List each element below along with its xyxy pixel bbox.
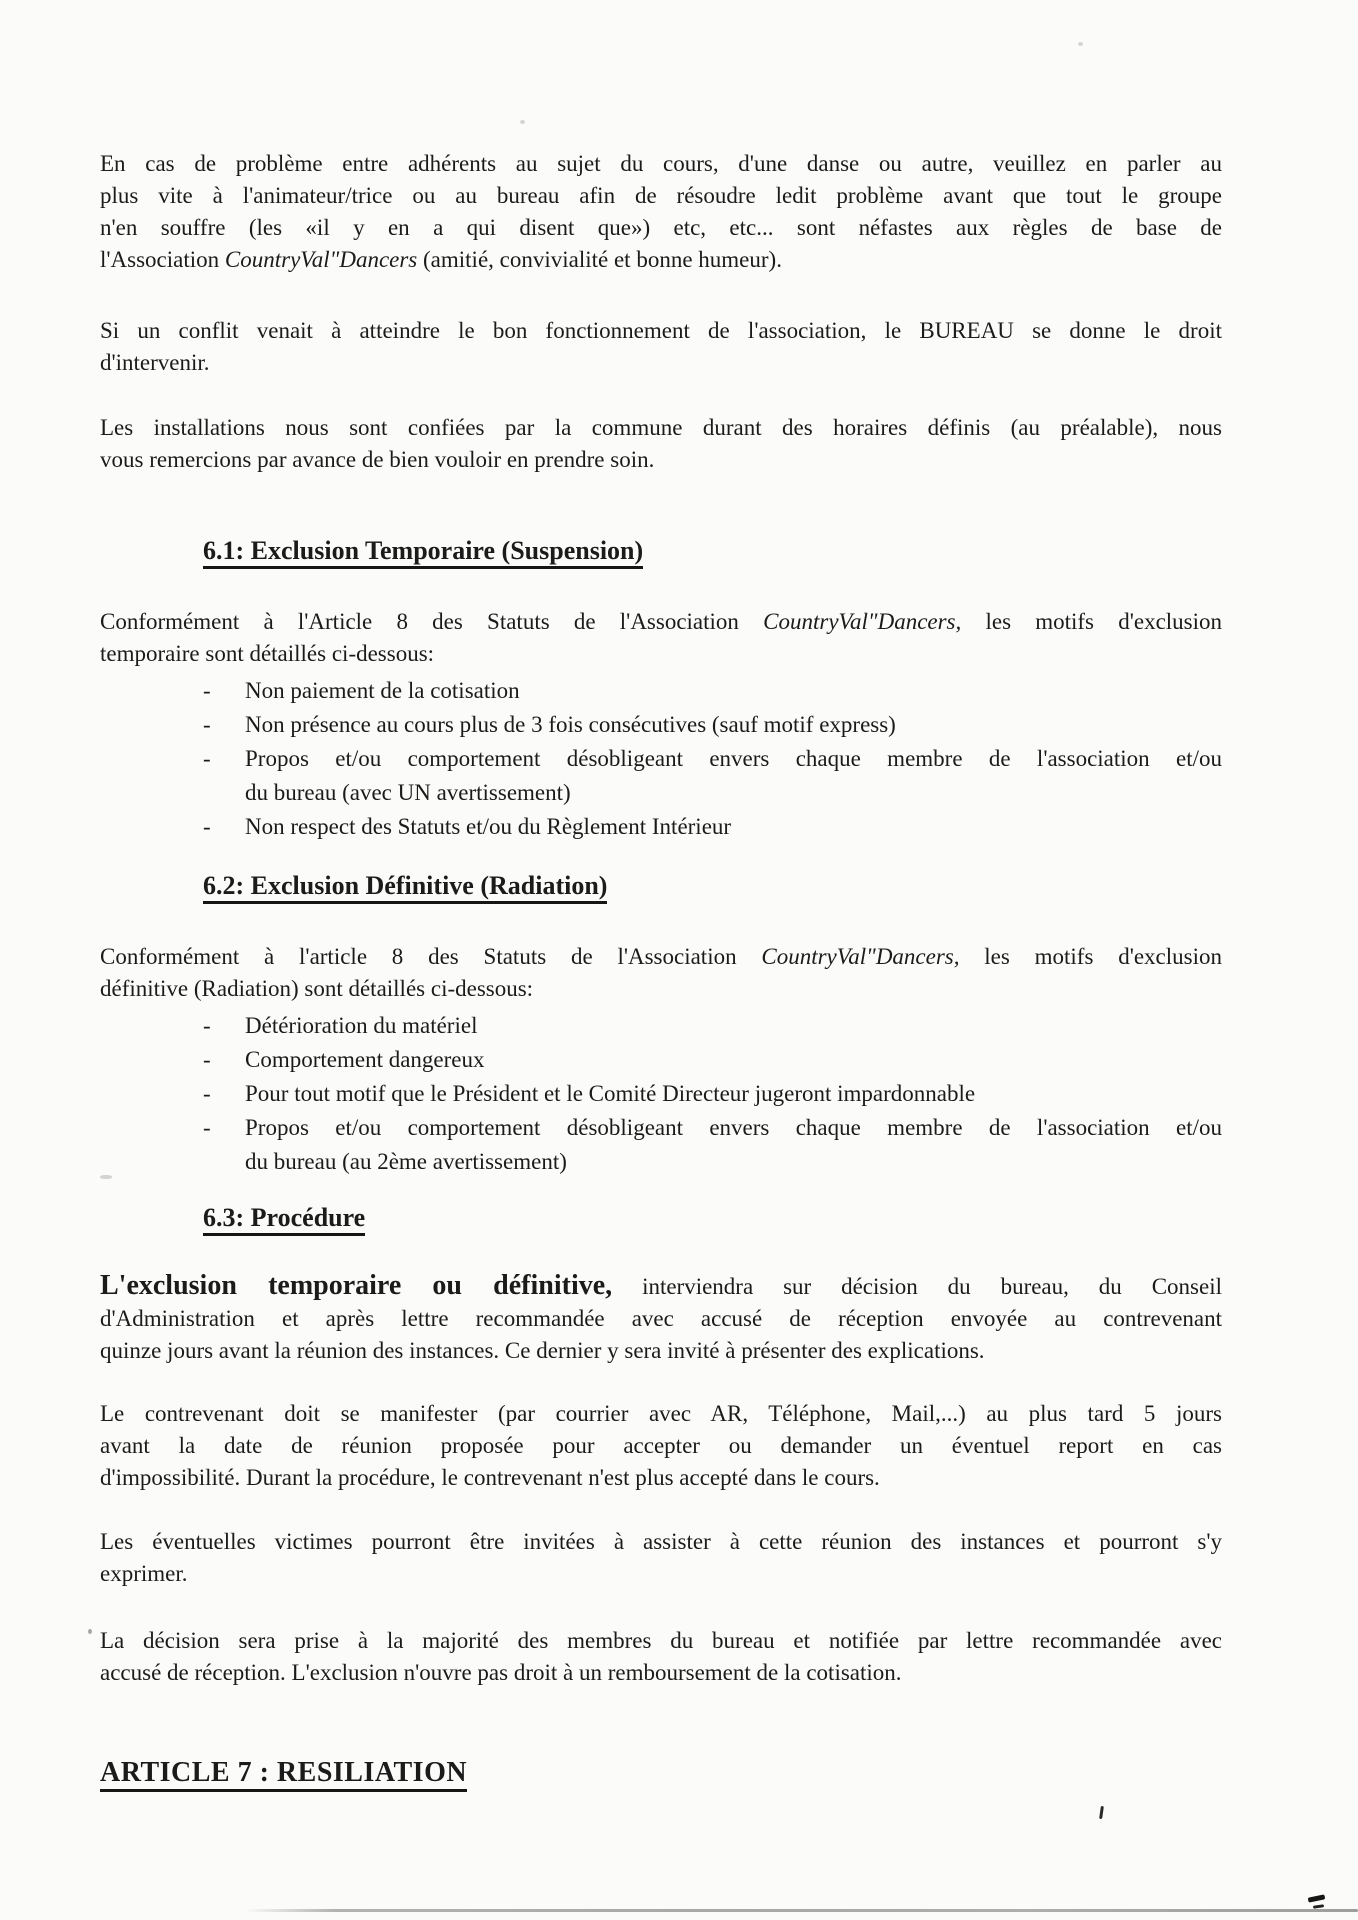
- list-item: - Propos et/ou comportement désobligeant envers chaque membre de l'association et/ou du bureau (au 2ème avertissement): [100, 1111, 1222, 1179]
- text-line: vous remercions par avance de bien vouloir en prendre soin.: [100, 447, 655, 472]
- text-line: avant la date de réunion proposée pour accepter ou demander un éventuel report en cas: [100, 1433, 1222, 1458]
- text-line: exprimer.: [100, 1561, 188, 1586]
- dash-bullet: -: [203, 1013, 211, 1038]
- bold-lead-text: L'exclusion temporaire ou définitive,: [100, 1270, 613, 1301]
- scan-speck: [1078, 42, 1083, 46]
- paragraph-decision: [100, 1625, 1222, 1689]
- paragraph-procedure-exclusion: [100, 1270, 1222, 1367]
- text-line: En cas de problème entre adhérents au sujet du cours, d'une danse ou autre, veuillez en parler au: [100, 151, 1222, 176]
- dash-bullet: -: [203, 1115, 211, 1140]
- dash-bullet: -: [203, 814, 211, 839]
- text-line: d'impossibilité. Durant la procédure, le contrevenant n'est plus accepté dans le cours.: [100, 1465, 880, 1490]
- scan-speck: [100, 1175, 112, 1179]
- text-line: Conformément à l'article 8 des Statuts de l'Association CountryVal"Dancers, les motifs d'exclusion: [100, 944, 1222, 969]
- scan-edge-line: [245, 1909, 1358, 1912]
- list-item: - Comportement dangereux: [100, 1043, 1222, 1077]
- list-item: - Propos et/ou comportement désobligeant envers chaque membre de l'association et/ou du bureau (avec UN avertissement): [100, 742, 1222, 810]
- paragraph-motifs-definitive: [100, 941, 1222, 1005]
- section-heading-6-1: 6.1: Exclusion Temporaire (Suspension): [203, 536, 643, 566]
- text-line: Les installations nous sont confiées par la commune durant des horaires définis (au préalable), nous: [100, 415, 1222, 440]
- text-line: temporaire sont détaillés ci-dessous:: [100, 641, 435, 666]
- paragraph-installations: [100, 412, 1222, 476]
- dash-bullet: -: [203, 1047, 211, 1072]
- list-item: - Détérioration du matériel: [100, 1009, 1222, 1043]
- dash-bullet: -: [203, 678, 211, 703]
- text-line: n'en souffre (les «il y en a qui disent que») etc, etc... sont néfastes aux règles de base de: [100, 215, 1222, 240]
- text-line: accusé de réception. L'exclusion n'ouvre pas droit à un remboursement de la cotisation.: [100, 1660, 902, 1685]
- text-line: Si un conflit venait à atteindre le bon fonctionnement de l'association, le BUREAU se donne le droit: [100, 318, 1222, 343]
- text-line: La décision sera prise à la majorité des membres du bureau et notifiée par lettre recommandée avec: [100, 1628, 1222, 1653]
- text-line: définitive (Radiation) sont détaillés ci-dessous:: [100, 976, 534, 1001]
- text-line: quinze jours avant la réunion des instances. Ce dernier y sera invité à présenter des explications.: [100, 1338, 985, 1363]
- exclusion-temporaire-list: [100, 674, 1222, 844]
- exclusion-definitive-list: [100, 1009, 1222, 1179]
- association-name: CountryVal"Dancers: [224, 247, 418, 272]
- text-line: d'Administration et après lettre recommandée avec accusé de réception envoyée au contrevenant: [100, 1306, 1222, 1331]
- list-item: - Non présence au cours plus de 3 fois consécutives (sauf motif express): [100, 708, 1222, 742]
- association-name: CountryVal"Dancers,: [761, 944, 960, 969]
- scan-tick-mark: [1099, 1806, 1104, 1819]
- section-heading-6-3: 6.3: Procédure: [203, 1203, 365, 1233]
- scan-speck: [88, 1629, 92, 1634]
- association-name: CountryVal"Dancers,: [763, 609, 962, 634]
- scan-smudge: [1308, 1894, 1326, 1902]
- text-line: Conformément à l'Article 8 des Statuts de l'Association CountryVal"Dancers, les motifs d'exclusion: [100, 609, 1223, 634]
- dash-bullet: -: [203, 746, 211, 771]
- text-line: plus vite à l'animateur/trice ou au bureau afin de résoudre ledit problème avant que tout le groupe: [100, 183, 1222, 208]
- text-line: d'intervenir.: [100, 350, 210, 375]
- article-7-heading: ARTICLE 7 : RESILIATION: [100, 1757, 467, 1789]
- text-line: l'Association CountryVal"Dancers (amitié, convivialité et bonne humeur).: [100, 247, 782, 272]
- paragraph-victimes: [100, 1526, 1222, 1590]
- scan-speck: [520, 120, 525, 124]
- section-heading-6-2: 6.2: Exclusion Définitive (Radiation): [203, 871, 607, 901]
- list-item: - Non paiement de la cotisation: [100, 674, 1222, 708]
- paragraph-conflit-bureau: [100, 315, 1222, 379]
- text-line: Les éventuelles victimes pourront être invitées à assister à cette réunion des instances et pourront s'y: [100, 1529, 1222, 1554]
- dash-bullet: -: [203, 1081, 211, 1106]
- list-item: - Non respect des Statuts et/ou du Règlement Intérieur: [100, 810, 1222, 844]
- paragraph-contrevenant: [100, 1398, 1222, 1494]
- dash-bullet: -: [203, 712, 211, 737]
- text-line: L'exclusion temporaire ou définitive, interviendra sur décision du bureau, du Conseil: [100, 1270, 1222, 1301]
- text-line: Le contrevenant doit se manifester (par courrier avec AR, Téléphone, Mail,...) au plus tard 5 jours: [100, 1401, 1222, 1426]
- list-item: - Pour tout motif que le Président et le Comité Directeur jugeront impardonnable: [100, 1077, 1222, 1111]
- paragraph-problemes-adherents: [100, 148, 1222, 276]
- paragraph-motifs-temporaire: [100, 606, 1222, 670]
